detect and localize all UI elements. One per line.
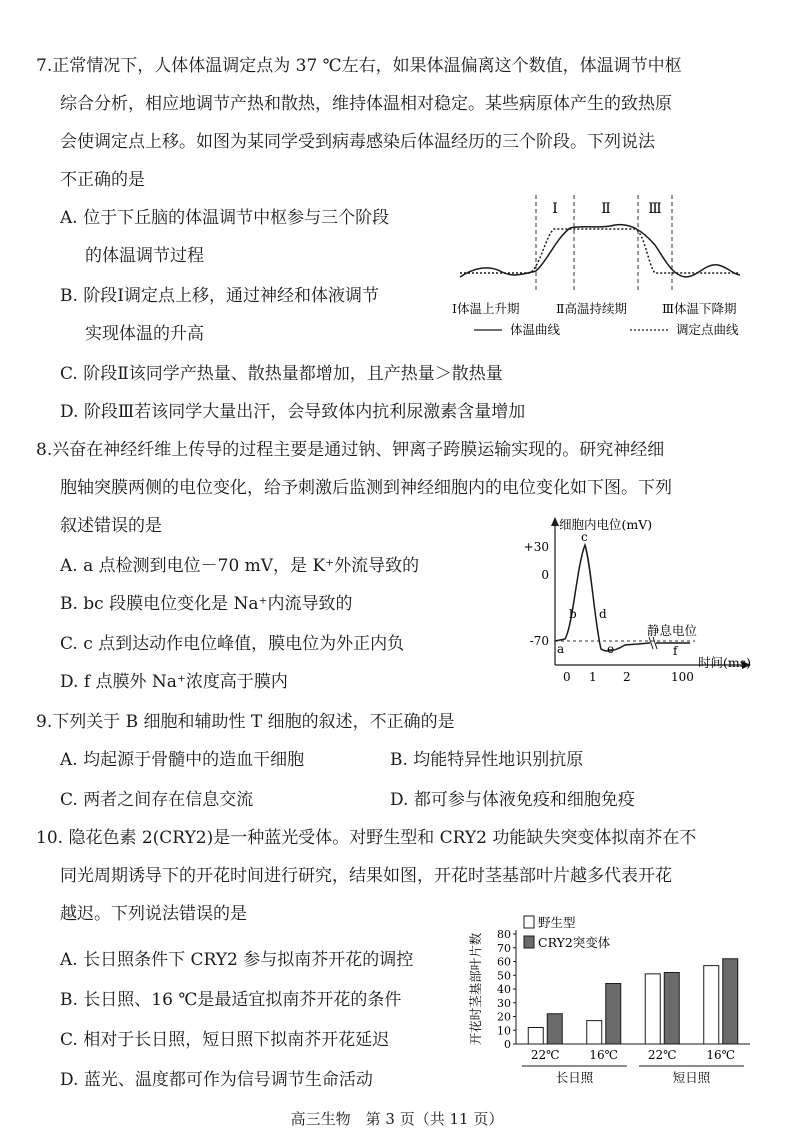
x-tick-100: 100 — [671, 670, 694, 684]
chart-group-label: 短日照 — [672, 1070, 711, 1085]
point-c: c — [581, 530, 588, 544]
y-tick-30: +30 — [523, 540, 549, 554]
page-footer: 高三生物 第 3 页（共 11 页） — [290, 1110, 504, 1128]
chart-bar — [547, 1014, 562, 1044]
q8-option-a: A. a 点检测到电位－70 mV，是 K⁺外流导致的 — [60, 556, 420, 576]
legend-body-temperature: 体温曲线 — [510, 322, 561, 337]
q10-stem-line-3: 越迟。下列说法错误的是 — [60, 904, 247, 924]
chart-y-tick-label: 10 — [497, 1024, 511, 1038]
stage-name-1: Ⅰ体温上升期 — [452, 301, 520, 316]
q10-option-b: B. 长日照、16 ℃是最适宜拟南芥开花的条件 — [60, 990, 402, 1010]
chart-category-label: 16℃ — [589, 1048, 619, 1062]
point-d: d — [599, 607, 607, 621]
q7-option-b: B. 阶段Ⅰ调定点上移，通过神经和体液调节 — [60, 286, 380, 306]
q10-option-c: C. 相对于长日照，短日照下拟南芥开花延迟 — [60, 1030, 390, 1050]
chart-y-tick-label: 40 — [497, 983, 511, 996]
q8-stem-line-2: 胞轴突膜两侧的电位变化，给予刺激后监测到神经细胞内的电位变化如下图。下列 — [60, 478, 672, 498]
body-temperature-curve — [460, 225, 740, 277]
chart-bar — [704, 966, 719, 1044]
stage-name-3: Ⅲ体温下降期 — [662, 301, 737, 316]
chart-legend-label: CRY2突变体 — [538, 935, 611, 950]
q7-option-b-cont: 实现体温的升高 — [85, 324, 204, 344]
q10-option-d: D. 蓝光、温度都可作为信号调节生命活动 — [60, 1070, 373, 1090]
legend-set-point: 调定点曲线 — [676, 322, 739, 337]
q7-option-c: C. 阶段Ⅱ该同学产热量、散热量都增加，且产热量＞散热量 — [60, 364, 503, 384]
chart-y-axis-label: 开花时茎基部叶片数 — [468, 932, 483, 1046]
stage-label-2: Ⅱ — [601, 201, 611, 217]
q8-stem-line-3: 叙述错误的是 — [60, 516, 162, 536]
q7-fever-diagram — [450, 195, 760, 345]
chart-legend-label: 野生型 — [538, 915, 576, 930]
point-e: e — [607, 642, 615, 656]
chart-bar — [645, 974, 660, 1044]
chart-bar — [606, 984, 621, 1045]
chart-y-tick-label: 60 — [497, 955, 511, 969]
q7-stem-line-4: 不正确的是 — [60, 170, 145, 190]
q9-option-a: A. 均起源于骨髓中的造血干细胞 — [60, 750, 305, 770]
chart-y-tick-label: 50 — [497, 969, 511, 983]
x-tick-0: 0 — [563, 670, 571, 684]
y-axis-label: 细胞内电位(mV) — [559, 517, 653, 532]
point-f: f — [673, 644, 678, 658]
chart-category-label: 22℃ — [530, 1048, 560, 1062]
q10-flowering-bar-chart — [460, 912, 760, 1097]
x-tick-2: 2 — [623, 670, 631, 684]
chart-y-tick-label: 0 — [504, 1038, 511, 1051]
q8-action-potential-diagram — [515, 515, 760, 685]
stage-label-3: Ⅲ — [648, 201, 662, 217]
q10-option-a: A. 长日照条件下 CRY2 参与拟南芥开花的调控 — [60, 950, 414, 970]
set-point-curve — [460, 229, 740, 273]
resting-potential-label: 静息电位 — [647, 623, 698, 638]
stage-label-1: Ⅰ — [552, 201, 558, 217]
stage-name-2: Ⅱ高温持续期 — [556, 301, 627, 316]
q9-option-d: D. 都可参与体液免疫和细胞免疫 — [390, 790, 635, 810]
q7-stem-line-3: 会使调定点上移。如图为某同学受到病毒感染后体温经历的三个阶段。下列说法 — [60, 132, 655, 152]
q10-stem-line-2: 同光周期诱导下的开花时间进行研究，结果如图，开花时茎基部叶片越多代表开花 — [60, 866, 672, 886]
chart-y-tick-label: 70 — [497, 941, 511, 955]
q7-option-d: D. 阶段Ⅲ若该同学大量出汗，会导致体内抗利尿激素含量增加 — [60, 402, 526, 422]
chart-group-label: 长日照 — [555, 1070, 594, 1085]
q7-stem-line-2: 综合分析，相应地调节产热和散热，维持体温相对稳定。某些病原体产生的致热原 — [60, 94, 672, 114]
q8-option-b: B. bc 段膜电位变化是 Na⁺内流导致的 — [60, 594, 353, 614]
q10-stem-line-1: 10. 隐花色素 2(CRY2)是一种蓝光受体。对野生型和 CRY2 功能缺失突变体拟南芥在不 — [36, 828, 697, 848]
chart-y-tick-label: 30 — [497, 996, 511, 1010]
chart-y-tick-label: 20 — [497, 1010, 511, 1024]
chart-bar — [664, 973, 679, 1045]
chart-bar — [587, 1021, 602, 1044]
y-axis-arrow — [551, 517, 559, 526]
q7-stem-line-1: 7.正常情况下，人体体温调定点为 37 ℃左右，如果体温偏离这个数值，体温调节中枢 — [36, 56, 682, 76]
y-tick-0: 0 — [541, 568, 549, 582]
q9-option-c: C. 两者之间存在信息交流 — [60, 790, 254, 810]
chart-category-label: 22℃ — [647, 1048, 677, 1062]
chart-y-tick-label: 80 — [497, 928, 511, 941]
x-tick-1: 1 — [589, 670, 597, 684]
chart-category-label: 16℃ — [706, 1048, 736, 1062]
q8-option-c: C. c 点到达动作电位峰值，膜电位为外正内负 — [60, 634, 405, 654]
point-a: a — [557, 642, 565, 656]
chart-bar — [528, 1028, 543, 1045]
point-b: b — [569, 607, 577, 621]
chart-bar — [723, 959, 738, 1044]
q8-option-d: D. f 点膜外 Na⁺浓度高于膜内 — [60, 672, 288, 692]
q7-option-a-cont: 的体温调节过程 — [85, 246, 204, 266]
q8-stem-line-1: 8.兴奋在神经纤维上传导的过程主要是通过钠、钾离子跨膜运输实现的。研究神经细 — [36, 440, 665, 460]
q9-stem: 9.下列关于 B 细胞和辅助性 T 细胞的叙述，不正确的是 — [36, 712, 455, 732]
x-axis-label: 时间(ms) — [698, 655, 752, 670]
chart-legend-swatch — [524, 916, 534, 928]
q7-option-a: A. 位于下丘脑的体温调节中枢参与三个阶段 — [60, 208, 390, 228]
y-tick-minus70: -70 — [529, 634, 549, 648]
chart-legend-swatch — [524, 936, 534, 948]
q9-option-b: B. 均能特异性地识别抗原 — [390, 750, 584, 770]
